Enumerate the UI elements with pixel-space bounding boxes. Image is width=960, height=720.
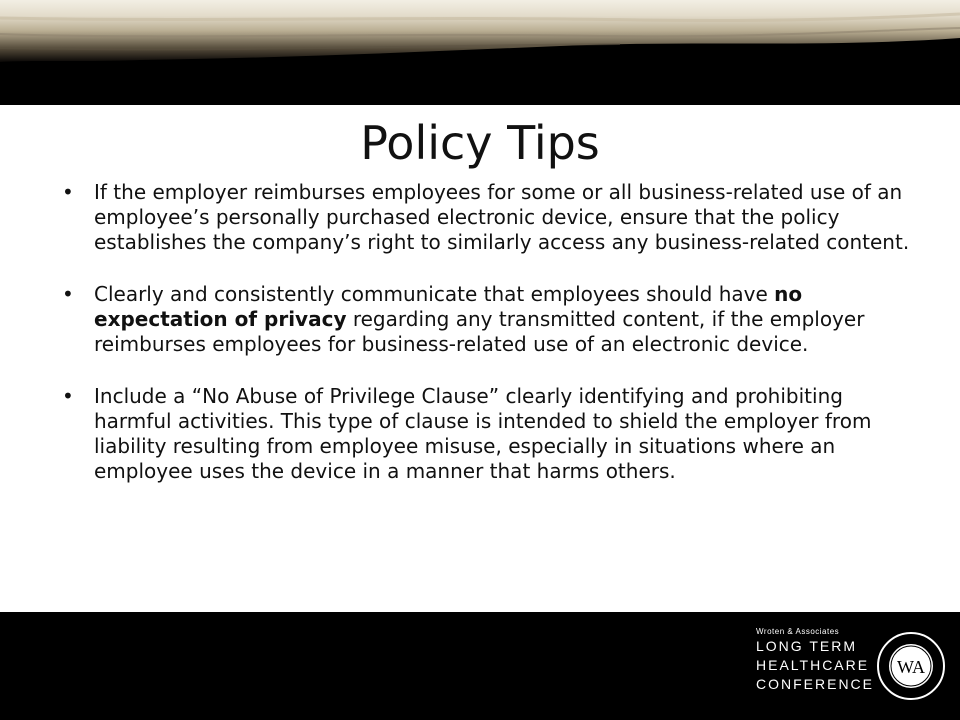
bullet-text: Clearly and consistently communicate that employees should have bbox=[94, 282, 775, 306]
slide-title: Policy Tips bbox=[360, 116, 600, 170]
bullet-dot-icon: • bbox=[62, 282, 74, 306]
bullet-dot-icon: • bbox=[62, 180, 74, 204]
wood-texture-graphic bbox=[0, 0, 960, 105]
bullet-item bbox=[62, 282, 912, 357]
bullet-text: regarding any transmitted content, if the employer reimburses employees for business-related use of an electronic device. bbox=[94, 307, 865, 356]
bullet-list bbox=[62, 180, 912, 511]
bullet-item bbox=[62, 384, 912, 484]
bullet-text: Include a “No Abuse of Privilege Clause” clearly identifying and prohibiting harmful activities. This type of clause is intended to shield the employer from liability resulting from employee misuse, especially in situations where an employee uses the device in a manner that harms others. bbox=[94, 384, 872, 483]
top-decorative-band bbox=[0, 0, 960, 105]
conference-logo bbox=[756, 627, 946, 707]
wa-seal-icon bbox=[876, 631, 946, 701]
logo-text bbox=[756, 627, 875, 694]
slide-content bbox=[0, 105, 960, 612]
bottom-band bbox=[0, 612, 960, 720]
bullet-dot-icon: • bbox=[62, 384, 74, 408]
logo-line-conference: CONFERENCE bbox=[756, 676, 875, 692]
logo-line-long-term: LONG TERM bbox=[756, 638, 857, 654]
bullet-item bbox=[62, 180, 912, 255]
bullet-emphasis: no expectation of privacy bbox=[94, 282, 803, 331]
logo-line-healthcare: HEALTHCARE bbox=[756, 657, 870, 673]
logo-line-associates: Wroten & Associates bbox=[756, 627, 840, 636]
bullet-text: If the employer reimburses employees for some or all business-related use of an employee’s personally purchased electronic device, ensure that the policy establishes the company’s right to similarly access any business-related content. bbox=[94, 180, 910, 254]
wa-monogram: WA bbox=[897, 657, 925, 677]
